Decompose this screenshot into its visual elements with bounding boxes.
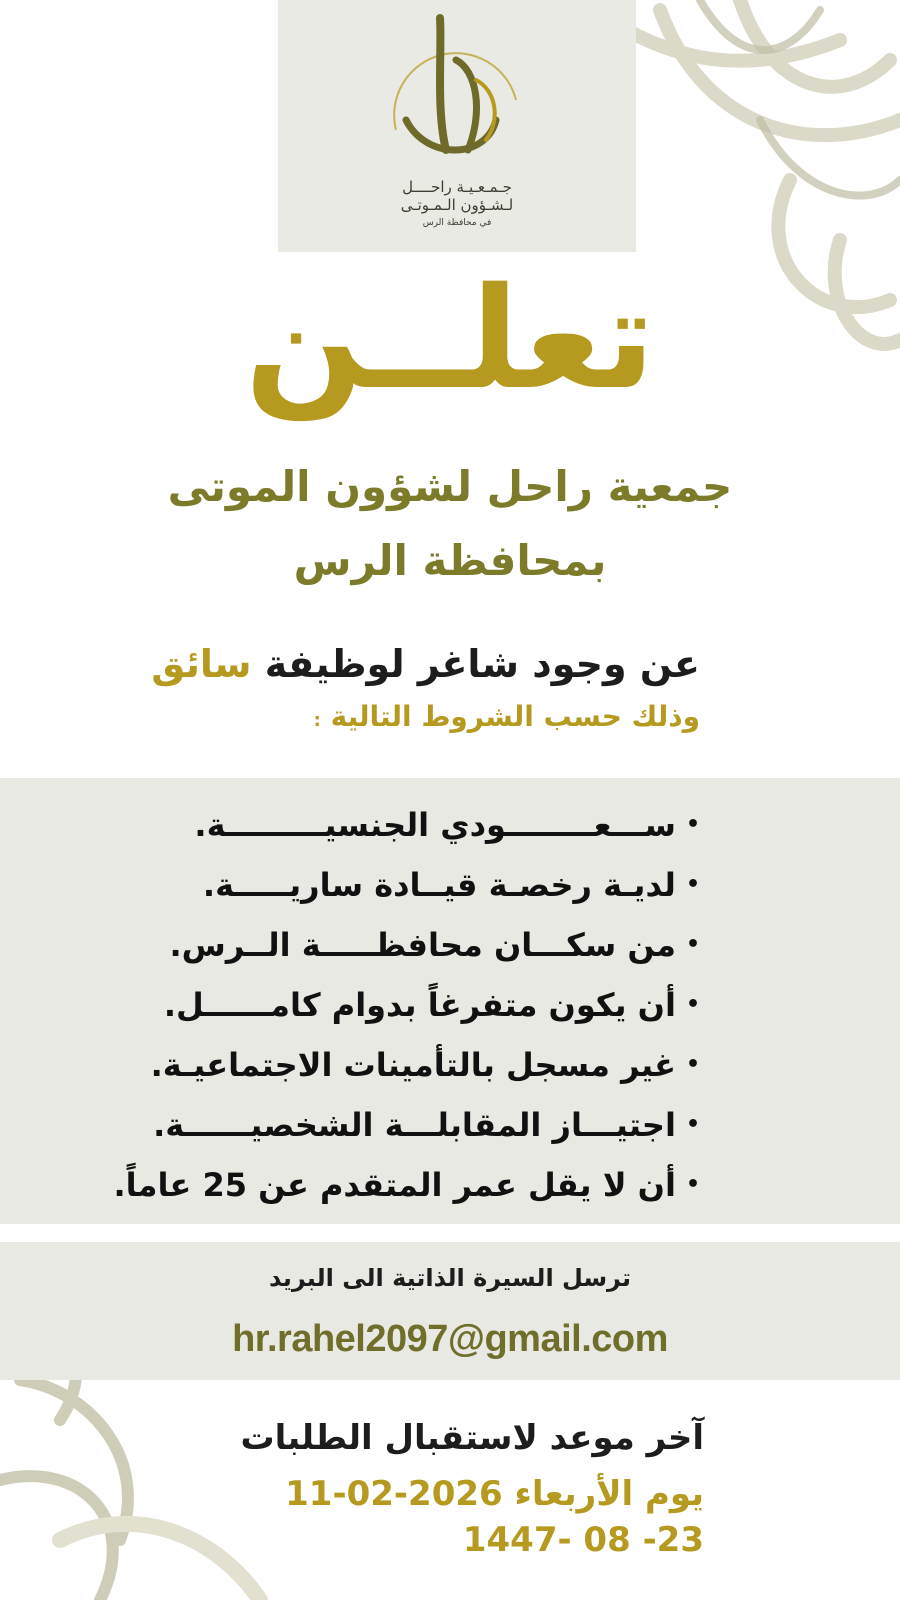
conditions-intro-colon: : bbox=[313, 710, 321, 731]
logo-text-line2: لـشـؤون الـمـوتـى bbox=[400, 196, 514, 214]
requirement-text: لديـة رخصـة قيــادة ساريـــــة. bbox=[202, 866, 676, 904]
organization-region: بمحافظة الرس bbox=[293, 536, 607, 585]
list-item bbox=[114, 975, 701, 1035]
organization-name: جمعية راحل لشؤون الموتى bbox=[167, 462, 733, 511]
logo-text-line3: في محافظة الرس bbox=[422, 218, 492, 228]
logo-text-line1: جـمـعـيـة راحــــل bbox=[402, 178, 512, 196]
requirement-text: أن لا يقل عمر المتقدم عن 25 عاماً. bbox=[113, 1166, 676, 1204]
conditions-intro bbox=[314, 700, 700, 733]
requirement-text: من سكـــان محافظـــــة الــرس. bbox=[169, 926, 676, 964]
requirement-text: اجتيـــاز المقابلـــة الشخصيــــــة. bbox=[153, 1106, 676, 1144]
logo-panel bbox=[278, 0, 636, 252]
requirements-list bbox=[114, 795, 701, 1215]
deadline-title: آخر موعد لاستقبال الطلبات bbox=[240, 1418, 704, 1458]
requirement-text: غير مسجل بالتأمينات الاجتماعيـة. bbox=[150, 1046, 676, 1084]
requirement-text: أن يكون متفرغاً بدوام كامــــــل. bbox=[163, 986, 676, 1024]
list-item bbox=[114, 915, 701, 975]
job-title: سائق bbox=[151, 642, 252, 686]
conditions-intro-text: وذلك حسب الشروط التالية bbox=[330, 700, 700, 733]
list-item bbox=[114, 1095, 701, 1155]
requirement-text: ســـعــــــــودي الجنسيـــــــــة. bbox=[194, 806, 676, 844]
list-item bbox=[114, 855, 701, 915]
bullet-icon: • bbox=[685, 932, 700, 957]
bullet-icon: • bbox=[685, 812, 700, 837]
list-item bbox=[114, 1155, 701, 1215]
bullet-icon: • bbox=[685, 872, 700, 897]
rahel-logo-icon bbox=[376, 10, 536, 180]
vacancy-text: عن وجود شاغر لوظيفة bbox=[264, 642, 700, 686]
deadline-hijri-date: 1447- 08 -23 bbox=[462, 1520, 704, 1560]
bullet-icon: • bbox=[685, 1172, 700, 1197]
deadline-gregorian-date: يوم الأربعاء 2026-02-11 bbox=[285, 1474, 704, 1514]
announcement-headline: تعلــن bbox=[244, 258, 656, 421]
email-label: ترسل السيرة الذاتية الى البريد bbox=[269, 1264, 631, 1292]
list-item bbox=[114, 795, 701, 855]
list-item bbox=[114, 1035, 701, 1095]
email-link[interactable]: hr.rahel2097@gmail.com bbox=[232, 1318, 668, 1360]
bullet-icon: • bbox=[685, 1112, 700, 1137]
bullet-icon: • bbox=[685, 1052, 700, 1077]
vacancy-statement bbox=[151, 642, 700, 686]
bullet-icon: • bbox=[685, 992, 700, 1017]
